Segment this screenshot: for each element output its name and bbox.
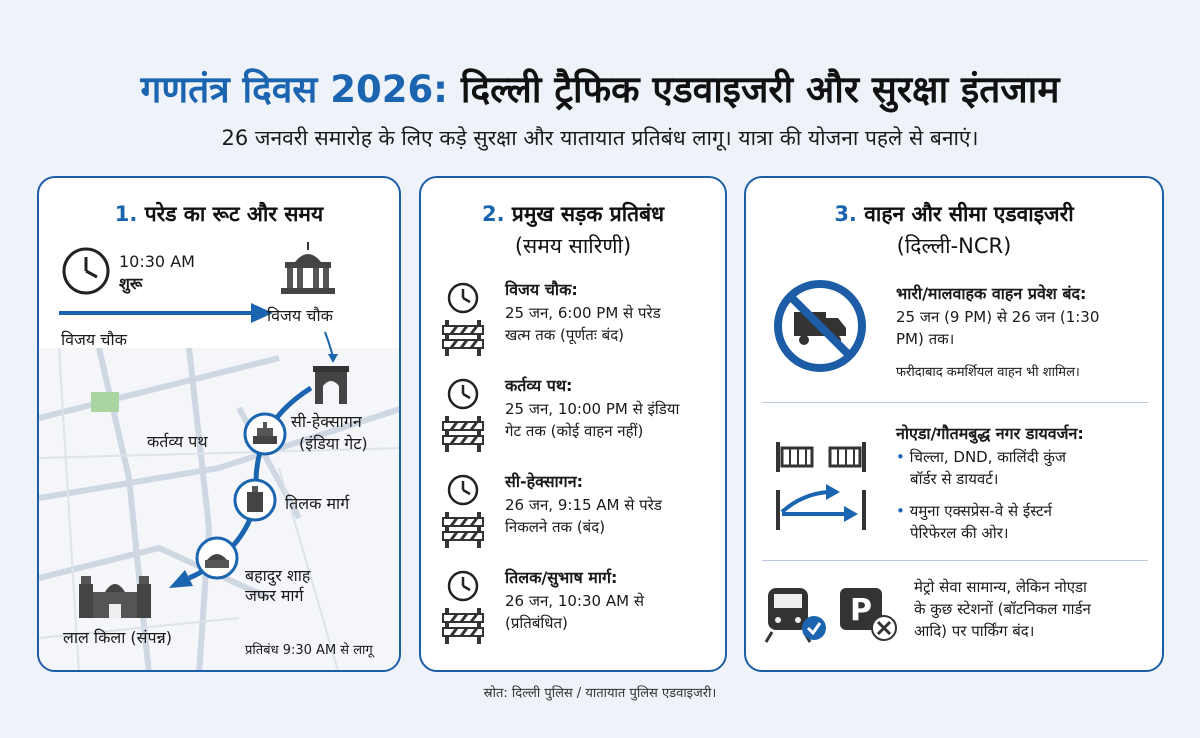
panel3-heading	[746, 200, 1162, 228]
restriction-line2: खत्म तक (पूर्णतः बंद)	[505, 326, 625, 344]
noida-bullet1	[896, 446, 1066, 468]
bullet-icon: •	[896, 448, 905, 466]
page-title	[0, 62, 1200, 113]
restriction-title: विजय चौक:	[505, 280, 578, 299]
noida-title: नोएडा/गौतमबुद्ध नगर डायवर्जन:	[896, 424, 1084, 443]
heavy-vehicle-line1: 25 जन (9 PM) से 26 जन (1:30	[896, 308, 1100, 326]
heavy-vehicle-title: भारी/मालवाहक वाहन प्रवेश बंद:	[896, 284, 1087, 303]
metro-line2: के कुछ स्टेशनों (बॉटनिकल गार्डन	[914, 600, 1091, 618]
heavy-vehicle-note: फरीदाबाद कमर्शियल वाहन भी शामिल।	[896, 365, 1080, 380]
panel3-subtitle: (दिल्ली-NCR)	[896, 234, 1012, 258]
restriction-title: कर्तव्य पथ:	[505, 376, 573, 395]
noida-bullet2-line1: यमुना एक्सप्रेस-वे से ईस्टर्न	[909, 502, 1052, 520]
restriction-line1: 25 जन, 10:00 PM से इंडिया	[505, 400, 680, 418]
clock-icon	[445, 280, 481, 316]
restriction-line1: 25 जन, 6:00 PM से परेड	[505, 304, 661, 322]
title-accent: गणतंत्र दिवस 2026:	[140, 68, 448, 111]
panel3-number: 3.	[834, 202, 857, 226]
noida-bullet1-line2: बॉर्डर से डायवर्ट।	[910, 470, 999, 488]
stop-vijay-chowk: विजय चौक	[267, 306, 333, 325]
no-truck-icon	[772, 278, 868, 374]
c-hexagon-icon	[243, 412, 287, 456]
restriction-line1: 26 जन, 9:15 AM से परेड	[505, 496, 662, 514]
tilak-marg-icon	[233, 478, 277, 522]
vehicle-advisory-panel	[744, 176, 1164, 672]
panel3-title: वाहन और सीमा एडवाइजरी	[864, 202, 1074, 226]
stop-c-hexagon: सी-हेक्सागन	[291, 412, 362, 431]
metro-train-icon	[762, 582, 830, 646]
heavy-vehicle-line2: PM) तक।	[896, 330, 955, 348]
panel2-subtitle: (समय सारिणी)	[514, 234, 632, 258]
stop-kartavya-path: कर्तव्य पथ	[147, 432, 208, 451]
stop-tilak-marg: तिलक मार्ग	[285, 494, 350, 513]
start-time: 10:30 AM	[119, 252, 195, 271]
noida-bullet2-line2: पेरिफेरल की ओर।	[910, 524, 1009, 542]
panel1-number: 1.	[114, 202, 138, 226]
restriction-title: तिलक/सुभाष मार्ग:	[505, 568, 618, 587]
restriction-line2: गेट तक (कोई वाहन नहीं)	[505, 422, 644, 440]
stop-bsz-marg: बहादुर शाह	[245, 566, 311, 585]
clock-icon	[445, 472, 481, 508]
diversion-icon	[772, 434, 872, 534]
barricade-icon	[441, 606, 485, 646]
divider	[762, 560, 1148, 561]
stop-red-fort: लाल किला (संपन्न)	[63, 628, 172, 647]
restriction-line1: 26 जन, 10:30 AM से	[505, 592, 644, 610]
bsz-marg-icon	[195, 536, 239, 580]
page-subtitle: 26 जनवरी समारोह के लिए कड़े सुरक्षा और यातायात प्रतिबंध लागू। यात्रा की योजना पहले से बनाएं।	[221, 126, 979, 150]
panel1-title: परेड का रूट और समय	[144, 202, 324, 226]
stop-bsz-marg-sub: जफर मार्ग	[245, 586, 304, 605]
barricade-icon	[441, 510, 485, 550]
noida-bullet2	[896, 500, 1052, 522]
restriction-line2: निकलने तक (बंद)	[505, 518, 606, 536]
title-main: दिल्ली ट्रैफिक एडवाइजरी और सुरक्षा इंतजाम	[460, 68, 1060, 111]
clock-icon	[445, 376, 481, 412]
restriction-line2: (प्रतिबंधित)	[505, 614, 568, 632]
divider	[762, 402, 1148, 403]
barricade-icon	[441, 318, 485, 358]
panel2-title: प्रमुख सड़क प्रतिबंध	[511, 202, 665, 226]
restriction-note: प्रतिबंध 9:30 AM से लागू	[245, 643, 373, 658]
clock-icon	[445, 568, 481, 604]
restriction-title: सी-हेक्सागन:	[505, 472, 583, 491]
barricade-icon	[441, 414, 485, 454]
arrow-label: विजय चौक	[61, 330, 127, 349]
metro-line3: आदि) पर पार्किंग बंद।	[914, 622, 1035, 640]
no-parking-icon	[836, 582, 900, 646]
stop-c-hexagon-sub: (इंडिया गेट)	[299, 434, 368, 453]
road-restrictions-panel	[419, 176, 727, 672]
parade-route-panel	[37, 176, 401, 672]
noida-bullet1-line1: चिल्ला, DND, कालिंदी कुंज	[909, 448, 1066, 466]
red-fort-icon	[75, 564, 155, 620]
source-note: स्रोत: दिल्ली पुलिस / यातायात पुलिस एडवाइजरी।	[483, 686, 717, 701]
panel2-heading	[421, 200, 725, 228]
panel2-number: 2.	[481, 202, 505, 226]
parking-letter: P	[850, 593, 872, 628]
metro-line1: मेट्रो सेवा सामान्य, लेकिन नोएडा	[914, 578, 1087, 596]
start-label: शुरू	[119, 274, 143, 293]
bullet-icon: •	[896, 502, 905, 520]
